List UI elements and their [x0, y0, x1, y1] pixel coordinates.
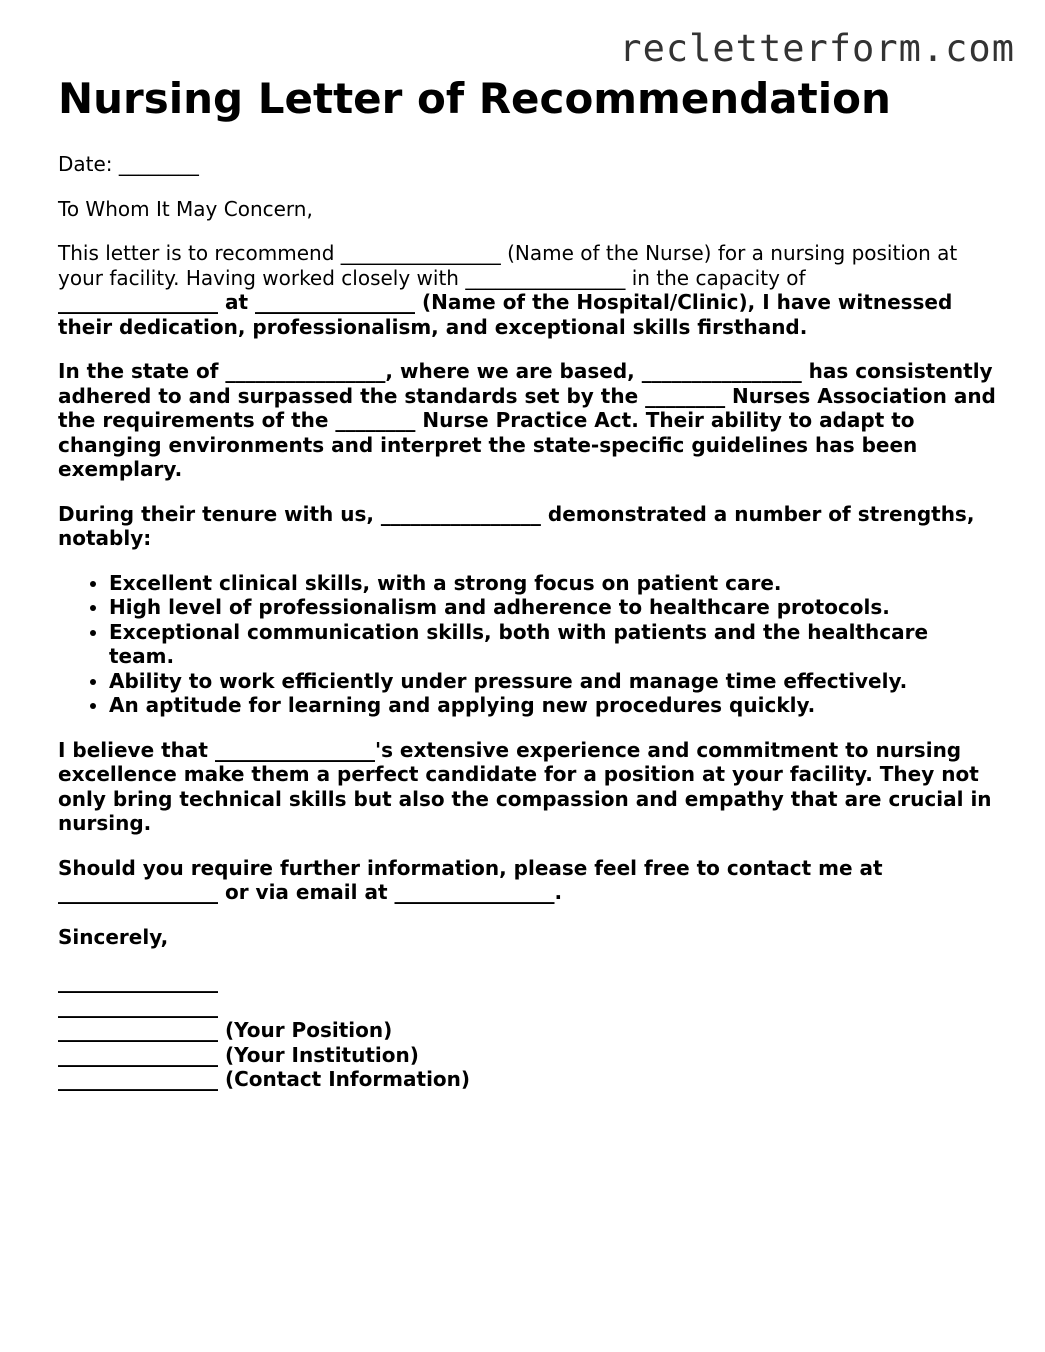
date-line: Date: ________: [58, 152, 199, 177]
belief-paragraph: I believe that ________________'s extensive experience and commitment to nursing excellence make them a perfect candidate for a position at your facility. They not only bring technical skills but also the compassion and empathy that are crucial in nursing.: [58, 737, 992, 836]
position-line: ________________ (Your Position): [58, 1018, 393, 1043]
contact-info-line: ________________ (Contact Information): [58, 1067, 471, 1092]
intro-paragraph: [58, 241, 998, 339]
list-item: • Ability to work efficiently under pressure and manage time effectively.: [109, 669, 998, 694]
contact-paragraph: Should you require further information, please feel free to contact me at ________________ or via email at ________________.: [58, 855, 883, 905]
institution-line: ________________ (Your Institution): [58, 1042, 419, 1067]
signature-line: ________________: [58, 969, 218, 994]
list-item: • Excellent clinical skills, with a strong focus on patient care.: [109, 571, 998, 596]
name-line: ________________: [58, 993, 218, 1018]
state-standards-paragraph: In the state of ________________, where we are based, ________________ has consistently adhered to and surpassed the standards set by the ________ Nurses Association and the requirements of the ________ Nurse Practice Act. Their ability to adapt to changing environments and interpret the state-specific guidelines has been exemplary.: [58, 359, 996, 482]
intro-paragraph-normal: This letter is to recommend ________________ (Name of the Nurse) for a nursing position at your facility. Having worked closely with ________________ in the capacity of: [58, 241, 958, 290]
site-watermark: recletterform.com: [619, 27, 1015, 70]
list-item: • High level of professionalism and adherence to healthcare protocols.: [109, 595, 998, 620]
strengths-list: [58, 571, 998, 718]
salutation: To Whom It May Concern,: [58, 196, 313, 221]
letter-document: [58, 74, 998, 1112]
signature-block: [58, 969, 998, 1092]
strengths-intro-paragraph: During their tenure with us, ________________ demonstrated a number of strengths, notably:: [58, 501, 975, 551]
document-title: Nursing Letter of Recommendation: [58, 74, 891, 123]
list-item: • An aptitude for learning and applying new procedures quickly.: [109, 693, 998, 718]
closing-line: Sincerely,: [58, 924, 169, 949]
list-item: • Exceptional communication skills, both with patients and the healthcare team.: [109, 620, 998, 669]
intro-paragraph-bold: ________________ at ________________ (Name of the Hospital/Clinic), I have witnessed their dedication, professionalism, and exceptional skills firsthand.: [58, 290, 953, 339]
